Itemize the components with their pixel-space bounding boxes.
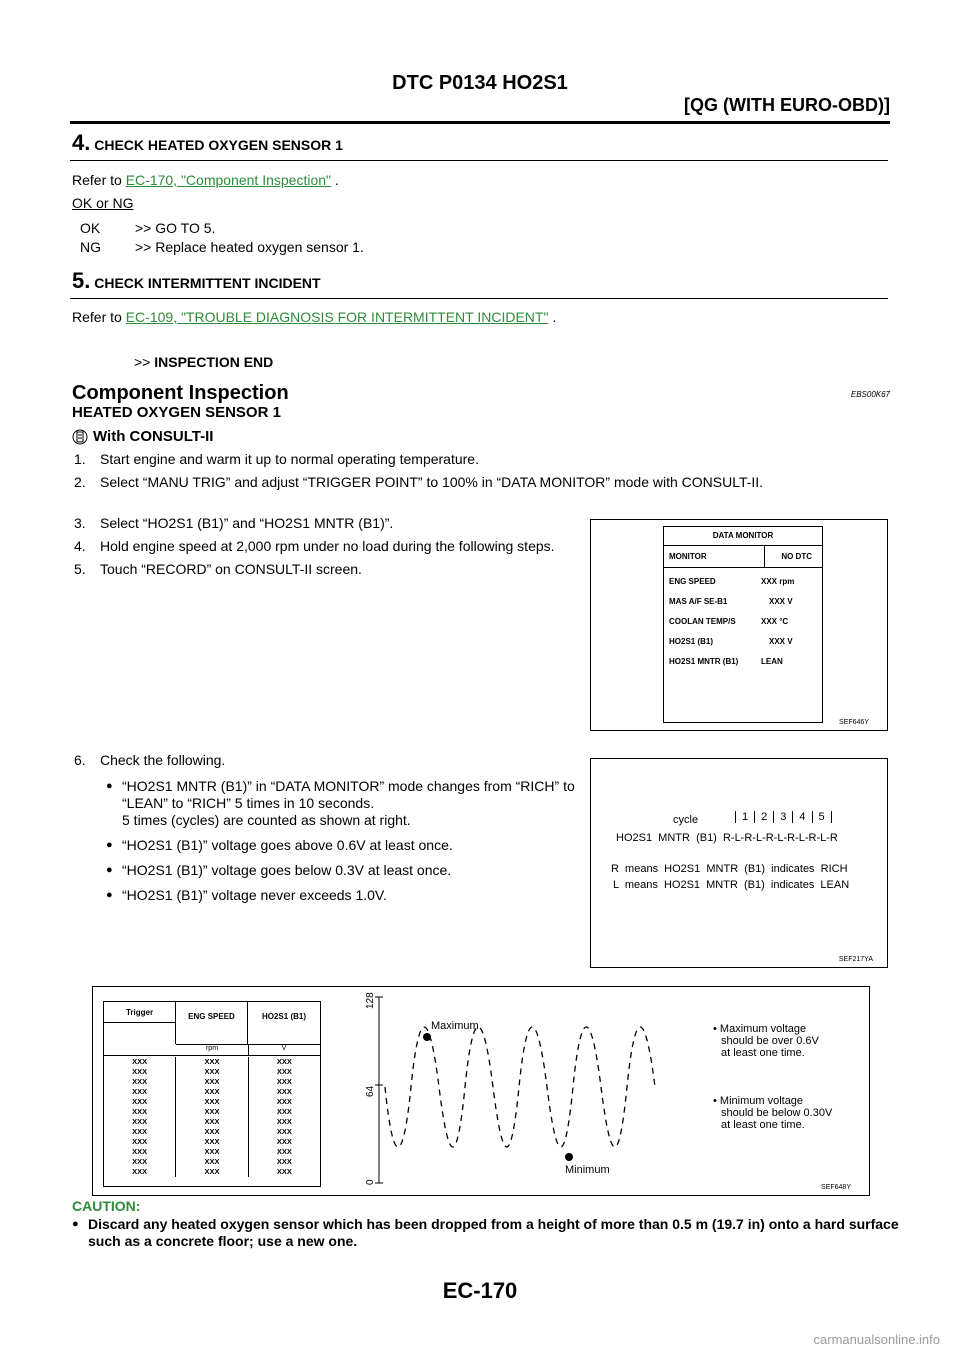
minimum-label: Minimum xyxy=(565,1164,610,1176)
table-cell: XXX xyxy=(132,1057,148,1066)
eng-speed-header: ENG SPEED xyxy=(176,1002,248,1044)
table-cell: XXX xyxy=(132,1167,148,1176)
page-number: EC-170 xyxy=(442,1278,518,1303)
list-item xyxy=(72,451,892,468)
refer-suffix: . xyxy=(330,172,339,188)
component-inspection-link[interactable]: EC-170, "Component Inspection" xyxy=(125,172,331,188)
table-cell: XXX xyxy=(132,1147,148,1156)
step-num: 3. xyxy=(74,515,86,531)
dm-row: MAS A/F SE-B1 XXX V xyxy=(669,597,793,606)
end-arrow: >> xyxy=(134,354,155,370)
minimum-point xyxy=(565,1153,573,1161)
table-row xyxy=(104,1117,320,1127)
bullet-extra: 5 times (cycles) are counted as shown at right. xyxy=(122,812,411,828)
table-cell: XXX xyxy=(176,1107,248,1117)
steps-list-a xyxy=(72,451,892,497)
cycle-sequence: HO2S1 MNTR (B1) R-L-R-L-R-L-R-L-R-L-R xyxy=(616,832,838,844)
step-5-heading xyxy=(72,268,321,294)
dm-row: HO2S1 (B1) XXX V xyxy=(669,637,793,646)
consult-label: With CONSULT-II xyxy=(93,428,214,445)
list-item xyxy=(72,474,892,491)
step-text: Touch “RECORD” on CONSULT-II screen. xyxy=(100,561,362,577)
ng-action: >> Replace heated oxygen sensor 1. xyxy=(135,239,364,255)
ok-label: OK xyxy=(80,220,101,236)
watermark: carmanualsonline.info xyxy=(813,1332,940,1347)
step-5-title: CHECK INTERMITTENT INCIDENT xyxy=(94,275,321,291)
fig3-code: SEF648Y xyxy=(821,1184,851,1191)
waveform-figure xyxy=(92,986,870,1196)
table-cell: XXX xyxy=(176,1057,248,1067)
steps-list-b xyxy=(72,515,582,584)
inspection-end xyxy=(134,354,273,370)
list-item: ● “HO2S1 MNTR (B1)” in “DATA MONITOR” mode changes from “RICH” to “LEAN” to “RICH” 5 times in 10 seconds. 5 times (cycles) are counted as shown at right. xyxy=(106,778,580,829)
step-4-rule xyxy=(70,160,888,161)
step-text: Hold engine speed at 2,000 rpm under no load during the following steps. xyxy=(100,538,555,554)
check-bullets xyxy=(106,778,580,912)
table-cell: XXX xyxy=(132,1107,148,1116)
table-cell: XXX xyxy=(248,1097,320,1107)
table-cell: XXX xyxy=(132,1067,148,1076)
max-voltage-note: • Maximum voltage should be over 0.6V at least one time. xyxy=(713,1023,819,1059)
maximum-label: Maximum xyxy=(431,1020,479,1032)
step-num: 2. xyxy=(74,474,86,490)
intermittent-incident-link[interactable]: EC-109, "TROUBLE DIAGNOSIS FOR INTERMITTENT INCIDENT" xyxy=(125,309,549,325)
dm-row: COOLAN TEMP/S XXX °C xyxy=(669,617,789,626)
trigger-table-body xyxy=(104,1057,320,1177)
lean-meaning: L means HO2S1 MNTR (B1) indicates LEAN xyxy=(613,879,850,891)
table-row xyxy=(104,1167,320,1177)
step-4-heading xyxy=(72,130,343,156)
section-title: Component Inspection xyxy=(72,382,289,404)
page-header-title: DTC P0134 HO2S1 xyxy=(392,72,568,94)
table-cell: XXX xyxy=(132,1077,148,1086)
header-rule xyxy=(70,121,890,124)
table-cell: XXX xyxy=(248,1127,320,1137)
v-unit: V xyxy=(248,1044,320,1055)
dm-col-monitor: MONITOR xyxy=(669,552,707,561)
table-cell: XXX xyxy=(176,1127,248,1137)
table-cell: XXX xyxy=(132,1157,148,1166)
caution-text: ● Discard any heated oxygen sensor which has been dropped from a height of more than 0.5 m (19.7 in) onto a hard surface such as a concrete floor; use a new one. xyxy=(72,1216,908,1250)
table-row xyxy=(104,1077,320,1087)
step-5-number: 5. xyxy=(72,268,91,293)
table-cell: XXX xyxy=(248,1067,320,1077)
list-item: ● “HO2S1 (B1)” voltage goes above 0.6V at least once. xyxy=(106,837,580,854)
ng-label: NG xyxy=(80,239,101,255)
list-item xyxy=(72,561,582,578)
refer-prefix: Refer to xyxy=(72,172,126,188)
table-row xyxy=(104,1137,320,1147)
step-num: 4. xyxy=(74,538,86,554)
table-row xyxy=(104,1097,320,1107)
step-4-refer xyxy=(72,172,339,188)
table-row xyxy=(104,1087,320,1097)
table-cell: XXX xyxy=(132,1087,148,1096)
table-cell: XXX xyxy=(132,1097,148,1106)
list-item xyxy=(72,752,582,769)
step-4-title: CHECK HEATED OXYGEN SENSOR 1 xyxy=(94,137,343,153)
page-header-subtitle: [QG (WITH EURO-OBD)] xyxy=(684,95,890,115)
trigger-header: Trigger xyxy=(104,1002,176,1044)
step-4-number: 4. xyxy=(72,130,91,155)
table-cell: XXX xyxy=(176,1067,248,1077)
section-code: EBS00K67 xyxy=(850,390,890,399)
table-cell: XXX xyxy=(248,1137,320,1147)
dm-row: HO2S1 MNTR (B1) LEAN xyxy=(669,657,783,666)
rich-meaning: R means HO2S1 MNTR (B1) indicates RICH xyxy=(611,863,848,875)
caution-title: CAUTION: xyxy=(72,1198,141,1214)
cycle-label: cycle xyxy=(673,814,699,826)
table-cell: XXX xyxy=(132,1137,148,1146)
list-item xyxy=(72,538,582,555)
ok-action: >> GO TO 5. xyxy=(135,220,216,236)
table-row xyxy=(104,1067,320,1077)
table-row xyxy=(104,1147,320,1157)
fig2-code: SEF217YA xyxy=(838,956,873,963)
end-text: INSPECTION END xyxy=(154,354,274,370)
list-item: ● “HO2S1 (B1)” voltage goes below 0.3V at least once. xyxy=(106,862,580,879)
list-item xyxy=(72,515,582,532)
table-cell: XXX xyxy=(176,1087,248,1097)
table-cell: XXX xyxy=(176,1097,248,1107)
step-num: 6. xyxy=(74,752,86,768)
table-cell: XXX xyxy=(248,1117,320,1127)
table-row xyxy=(104,1127,320,1137)
data-monitor-screen xyxy=(663,526,823,723)
sensor-waveform xyxy=(385,1027,655,1147)
trigger-table xyxy=(103,1001,321,1187)
consult-heading xyxy=(72,428,213,445)
table-cell: XXX xyxy=(176,1167,248,1177)
step-text: Start engine and warm it up to normal operating temperature. xyxy=(100,451,479,467)
cycle-numbers: 1 2 3 4 5 xyxy=(735,811,832,823)
step-num: 1. xyxy=(74,451,86,467)
dm-row: ENG SPEED XXX rpm xyxy=(669,577,795,586)
ok-or-ng-label: OK or NG xyxy=(72,195,134,211)
consult-tool-icon xyxy=(72,429,88,445)
ho2s1-header: HO2S1 (B1) xyxy=(261,1012,306,1021)
rpm-unit: rpm xyxy=(176,1044,249,1055)
table-row xyxy=(104,1157,320,1167)
step-text: Select “MANU TRIG” and adjust “TRIGGER POINT” to 100% in “DATA MONITOR” mode with CONSULT-II. xyxy=(100,474,764,490)
table-cell: XXX xyxy=(132,1117,148,1126)
refer-prefix: Refer to xyxy=(72,309,126,325)
table-cell: XXX xyxy=(176,1077,248,1087)
table-cell: XXX xyxy=(248,1167,320,1177)
table-cell: XXX xyxy=(248,1077,320,1087)
axis-tick-128: 128 xyxy=(365,992,376,1009)
table-row xyxy=(104,1057,320,1067)
step-5-rule xyxy=(70,298,888,299)
list-item: ● “HO2S1 (B1)” voltage never exceeds 1.0V. xyxy=(106,887,580,904)
table-cell: XXX xyxy=(248,1107,320,1117)
table-cell: XXX xyxy=(248,1157,320,1167)
table-cell: XXX xyxy=(176,1147,248,1157)
step-num: 5. xyxy=(74,561,86,577)
table-cell: XXX xyxy=(132,1127,148,1136)
step-5-refer xyxy=(72,309,556,325)
table-cell: XXX xyxy=(248,1057,320,1067)
fig1-code: SEF646Y xyxy=(839,719,869,726)
table-cell: XXX xyxy=(176,1157,248,1167)
axis-tick-64: 64 xyxy=(365,1085,376,1097)
dm-col-nodtc: NO DTC xyxy=(781,552,812,561)
data-monitor-figure xyxy=(590,519,888,731)
step-text: Select “HO2S1 (B1)” and “HO2S1 MNTR (B1)”. xyxy=(100,515,394,531)
cycle-figure xyxy=(590,758,888,968)
table-cell: XXX xyxy=(248,1147,320,1157)
step-text: Check the following. xyxy=(100,752,226,768)
maximum-point xyxy=(423,1033,431,1041)
section-subtitle: HEATED OXYGEN SENSOR 1 xyxy=(72,404,281,421)
axis-tick-0: 0 xyxy=(365,1179,376,1185)
refer-suffix: . xyxy=(548,309,557,325)
table-cell: XXX xyxy=(248,1087,320,1097)
table-cell: XXX xyxy=(176,1117,248,1127)
table-row xyxy=(104,1107,320,1117)
step-4-answers xyxy=(80,220,364,258)
waveform-chart xyxy=(353,987,693,1193)
min-voltage-note: • Minimum voltage should be below 0.30V at least one time. xyxy=(713,1095,833,1131)
steps-list-c xyxy=(72,752,582,775)
dm-title: DATA MONITOR xyxy=(712,531,774,540)
table-cell: XXX xyxy=(176,1137,248,1147)
